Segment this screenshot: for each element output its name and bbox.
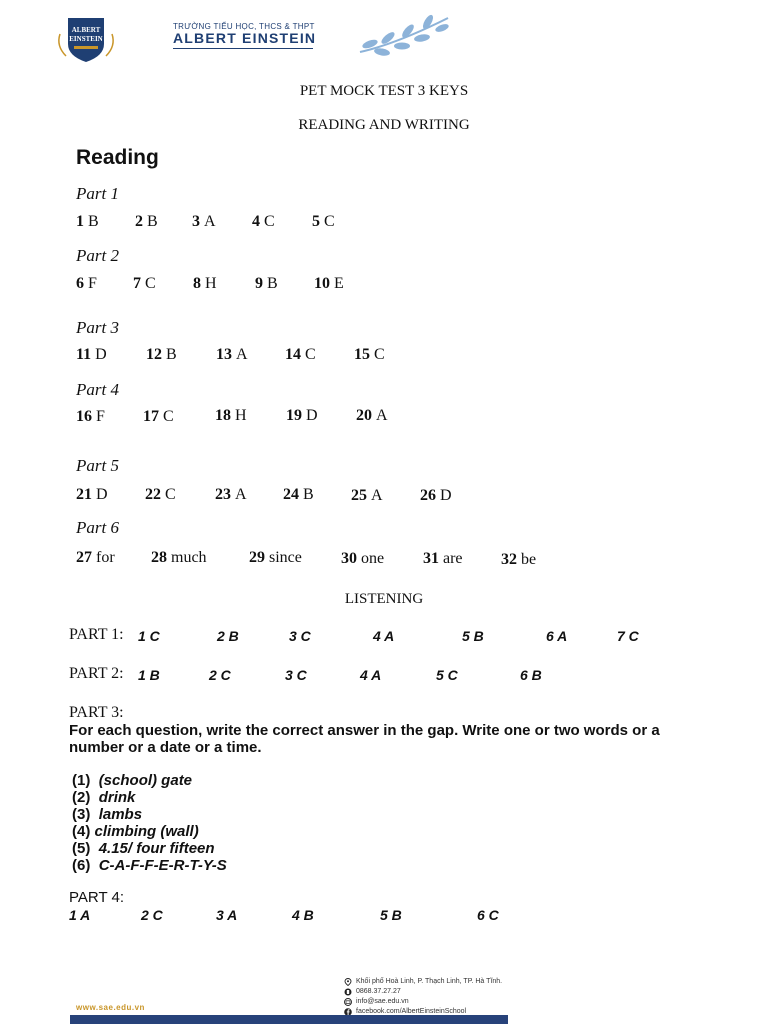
reading-answer: 1 B [76, 213, 99, 230]
footer-phone: 0868.37.27.27 [356, 988, 401, 995]
listening-part3-instruction: For each question, write the correct answer in the gap. Write one or two words or a number or a date or a time. [69, 722, 660, 756]
listening-answer: 3 C [289, 628, 311, 644]
listening-answer: 5 B [462, 628, 484, 644]
reading-answer: 3 A [192, 213, 216, 230]
listening-answer: 6 A [546, 628, 568, 644]
reading-answer: 2 B [135, 213, 158, 230]
footer-bar [70, 1015, 508, 1024]
location-pin-icon [344, 978, 352, 986]
listening-answer: 1 C [138, 628, 160, 644]
listening-part-label: PART 2: [69, 665, 124, 682]
listening-answer: 3 A [216, 907, 238, 923]
listening-answer: 4 A [360, 667, 382, 683]
listening-answer: 4 B [292, 907, 314, 923]
reading-answer: 22 C [145, 486, 176, 503]
school-name: ALBERT EINSTEIN [173, 30, 317, 46]
school-name-block [173, 22, 318, 49]
list-item: (5) 4.15/ four fifteen [72, 840, 215, 857]
reading-answer: 13 A [216, 346, 248, 363]
reading-part-label: Part 1 [76, 184, 119, 203]
olive-branch-icon [356, 14, 452, 58]
reading-answer: 19 D [286, 407, 318, 424]
list-item: (1) (school) gate [72, 772, 193, 789]
reading-answer: 7 C [133, 275, 156, 292]
listening-part4-answers [69, 907, 589, 925]
footer-facebook: facebook.com/AlbertEinsteinSchool [356, 1008, 467, 1015]
reading-heading: Reading [76, 146, 159, 169]
crest-text-bottom: EINSTEIN [69, 35, 103, 43]
reading-answer: 14 C [285, 346, 316, 363]
reading-answer: 29 since [249, 549, 302, 566]
reading-answer: 20 A [356, 407, 388, 424]
phone-icon [344, 988, 352, 996]
list-item: (3) lambs [72, 806, 143, 823]
footer-address-row [344, 977, 502, 987]
reading-answer: 11 D [76, 346, 107, 363]
reading-part-label: Part 6 [76, 518, 119, 537]
school-name-rule [173, 48, 313, 49]
reading-answer: 10 E [314, 275, 344, 292]
reading-answer: 12 B [146, 346, 177, 363]
listening-answer: 5 B [380, 907, 402, 923]
reading-answer: 5 C [312, 213, 335, 230]
reading-answer: 31 are [423, 550, 463, 567]
reading-answer: 16 F [76, 408, 105, 425]
listening-part1 [69, 626, 709, 646]
reading-answer: 32 be [501, 551, 537, 568]
footer-email-row [344, 997, 502, 1007]
reading-answer: 28 much [151, 549, 207, 566]
listening-part2 [69, 665, 709, 685]
listening-answer: 6 C [477, 907, 499, 923]
document-subtitle: READING AND WRITING [298, 117, 470, 133]
reading-part-label: Part 4 [76, 380, 119, 399]
reading-answer: 23 A [215, 486, 247, 503]
crest-text-top: ALBERT [71, 26, 101, 34]
reading-answer: 17 C [143, 408, 174, 425]
school-subtitle: TRƯỜNG TIỂU HỌC, THCS & THPT [173, 22, 315, 31]
reading-part-label: Part 3 [76, 318, 119, 337]
reading-answer: 24 B [283, 486, 314, 503]
document-title: PET MOCK TEST 3 KEYS [299, 83, 469, 99]
reading-answer: 25 A [351, 487, 383, 504]
footer-address: Khối phố Hoà Linh, P. Thạch Linh, TP. Hà Tĩnh. [356, 978, 503, 985]
footer-contact [344, 977, 502, 1017]
reading-answer: 30 one [341, 550, 385, 567]
footer-phone-row [344, 987, 502, 997]
reading-part-label: Part 2 [76, 246, 119, 265]
listening-answer: 2 B [217, 628, 239, 644]
listening-part3-label: PART 3: [69, 704, 124, 721]
footer-email: info@sae.edu.vn [356, 998, 409, 1005]
listening-answer: 6 B [520, 667, 542, 683]
reading-answer: 6 F [76, 275, 97, 292]
reading-answer: 9 B [255, 275, 278, 292]
listening-answer: 1 A [69, 907, 91, 923]
reading-answer: 27 for [76, 549, 115, 566]
email-icon [344, 998, 352, 1006]
listening-heading: LISTENING [344, 591, 424, 607]
list-item: (2) drink [72, 789, 136, 806]
listening-part-label: PART 1: [69, 626, 124, 643]
reading-answer: 26 D [420, 487, 452, 504]
reading-answer: 4 C [252, 213, 275, 230]
listening-part4-label: PART 4: [69, 889, 125, 906]
reading-answer: 18 H [215, 407, 247, 424]
reading-part-label: Part 5 [76, 456, 119, 475]
school-crest-logo [54, 14, 118, 64]
reading-answer: 21 D [76, 486, 108, 503]
reading-answer: 15 C [354, 346, 385, 363]
listening-answer: 4 A [373, 628, 395, 644]
footer-website: www.sae.edu.vn [76, 1003, 145, 1012]
listening-part3-answers [72, 772, 227, 874]
listening-answer: 7 C [617, 628, 639, 644]
listening-answer: 1 B [138, 667, 160, 683]
reading-answer: 8 H [193, 275, 217, 292]
list-item: (4) climbing (wall) [72, 823, 199, 840]
listening-answer: 5 C [436, 667, 458, 683]
listening-answer: 2 C [209, 667, 231, 683]
list-item: (6) C-A-F-F-E-R-T-Y-S [72, 857, 227, 874]
listening-answer: 3 C [285, 667, 307, 683]
listening-answer: 2 C [141, 907, 163, 923]
